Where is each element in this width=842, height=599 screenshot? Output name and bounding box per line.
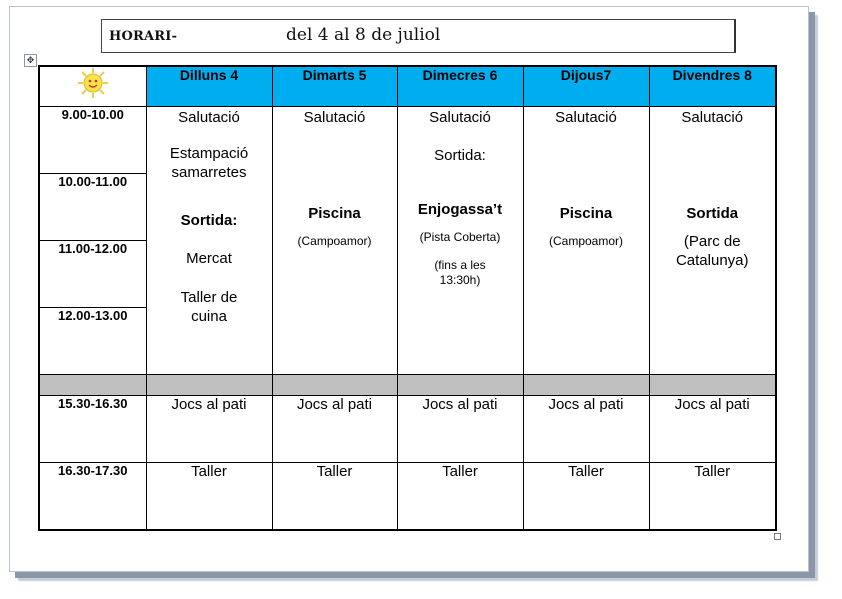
header-label: HORARI- [109, 29, 178, 44]
day-header-dilluns: Dilluns 4 [146, 66, 272, 107]
activity-title: Sortida: [180, 212, 238, 229]
activity-text: Salutació [681, 109, 744, 126]
separator-cell [39, 375, 146, 396]
activity-text: samarretes [171, 164, 247, 181]
activity-text: Mercat [186, 250, 232, 267]
afternoon-row-2 [39, 463, 776, 531]
morning-row-1 [39, 107, 776, 174]
activity-note: 13:30h) [439, 273, 481, 287]
activity-text: Taller de [180, 289, 238, 306]
corner-cell [39, 66, 146, 107]
time-cell: 10.00-11.00 [39, 174, 146, 241]
afternoon-cell: Taller [523, 463, 649, 531]
morning-cell-dijous [523, 107, 649, 375]
activity-text: Salutació [555, 109, 617, 126]
activity-text: Sortida: [434, 147, 486, 164]
sun-icon [77, 67, 109, 99]
afternoon-cell: Jocs al pati [146, 396, 272, 463]
activity-text: Salutació [303, 109, 366, 126]
schedule-table [38, 65, 777, 531]
morning-cell-dimecres [397, 107, 523, 375]
lunch-separator-row [39, 375, 776, 396]
activity-text: (Parc de [683, 233, 741, 250]
activity-note: (fins a les [434, 258, 486, 272]
day-header-dimecres: Dimecres 6 [397, 66, 523, 107]
afternoon-cell: Jocs al pati [272, 396, 397, 463]
activity-text: Salutació [178, 109, 240, 126]
separator-cell [146, 375, 272, 396]
separator-cell [272, 375, 397, 396]
afternoon-cell: Jocs al pati [649, 396, 776, 463]
afternoon-cell: Taller [649, 463, 776, 531]
time-cell: 16.30-17.30 [39, 463, 146, 531]
time-cell: 12.00-13.00 [39, 308, 146, 375]
separator-cell [649, 375, 776, 396]
time-cell: 9.00-10.00 [39, 107, 146, 174]
activity-title: Piscina [559, 205, 613, 222]
morning-cell-divendres [649, 107, 776, 375]
afternoon-cell: Jocs al pati [397, 396, 523, 463]
day-header-row [39, 66, 776, 107]
afternoon-cell: Taller [397, 463, 523, 531]
table-move-handle-icon[interactable]: ✥ [24, 54, 37, 67]
activity-text: Estampació [169, 145, 249, 162]
activity-note: (Campoamor) [548, 234, 623, 248]
header-title: del 4 al 8 de juliol [286, 25, 441, 45]
activity-title: Piscina [308, 205, 361, 222]
morning-cell-dilluns [146, 107, 272, 375]
header-box [101, 19, 736, 53]
afternoon-row-1 [39, 396, 776, 463]
day-header-divendres: Divendres 8 [649, 66, 776, 107]
afternoon-cell: Taller [146, 463, 272, 531]
activity-title: Enjogassa’t [417, 201, 503, 218]
morning-cell-dimarts [272, 107, 397, 375]
time-cell: 11.00-12.00 [39, 241, 146, 308]
time-cell: 15.30-16.30 [39, 396, 146, 463]
day-header-dijous: Dijous7 [523, 66, 649, 107]
day-header-dimarts: Dimarts 5 [272, 66, 397, 107]
activity-note: (Campoamor) [297, 234, 372, 248]
activity-text: cuina [191, 308, 227, 325]
table-resize-handle[interactable] [774, 533, 781, 540]
activity-text: Salutació [429, 109, 491, 126]
activity-title: Sortida [686, 205, 739, 222]
separator-cell [397, 375, 523, 396]
activity-text: Catalunya) [675, 252, 749, 269]
separator-cell [523, 375, 649, 396]
afternoon-cell: Taller [272, 463, 397, 531]
activity-note: (Pista Coberta) [419, 230, 501, 244]
afternoon-cell: Jocs al pati [523, 396, 649, 463]
